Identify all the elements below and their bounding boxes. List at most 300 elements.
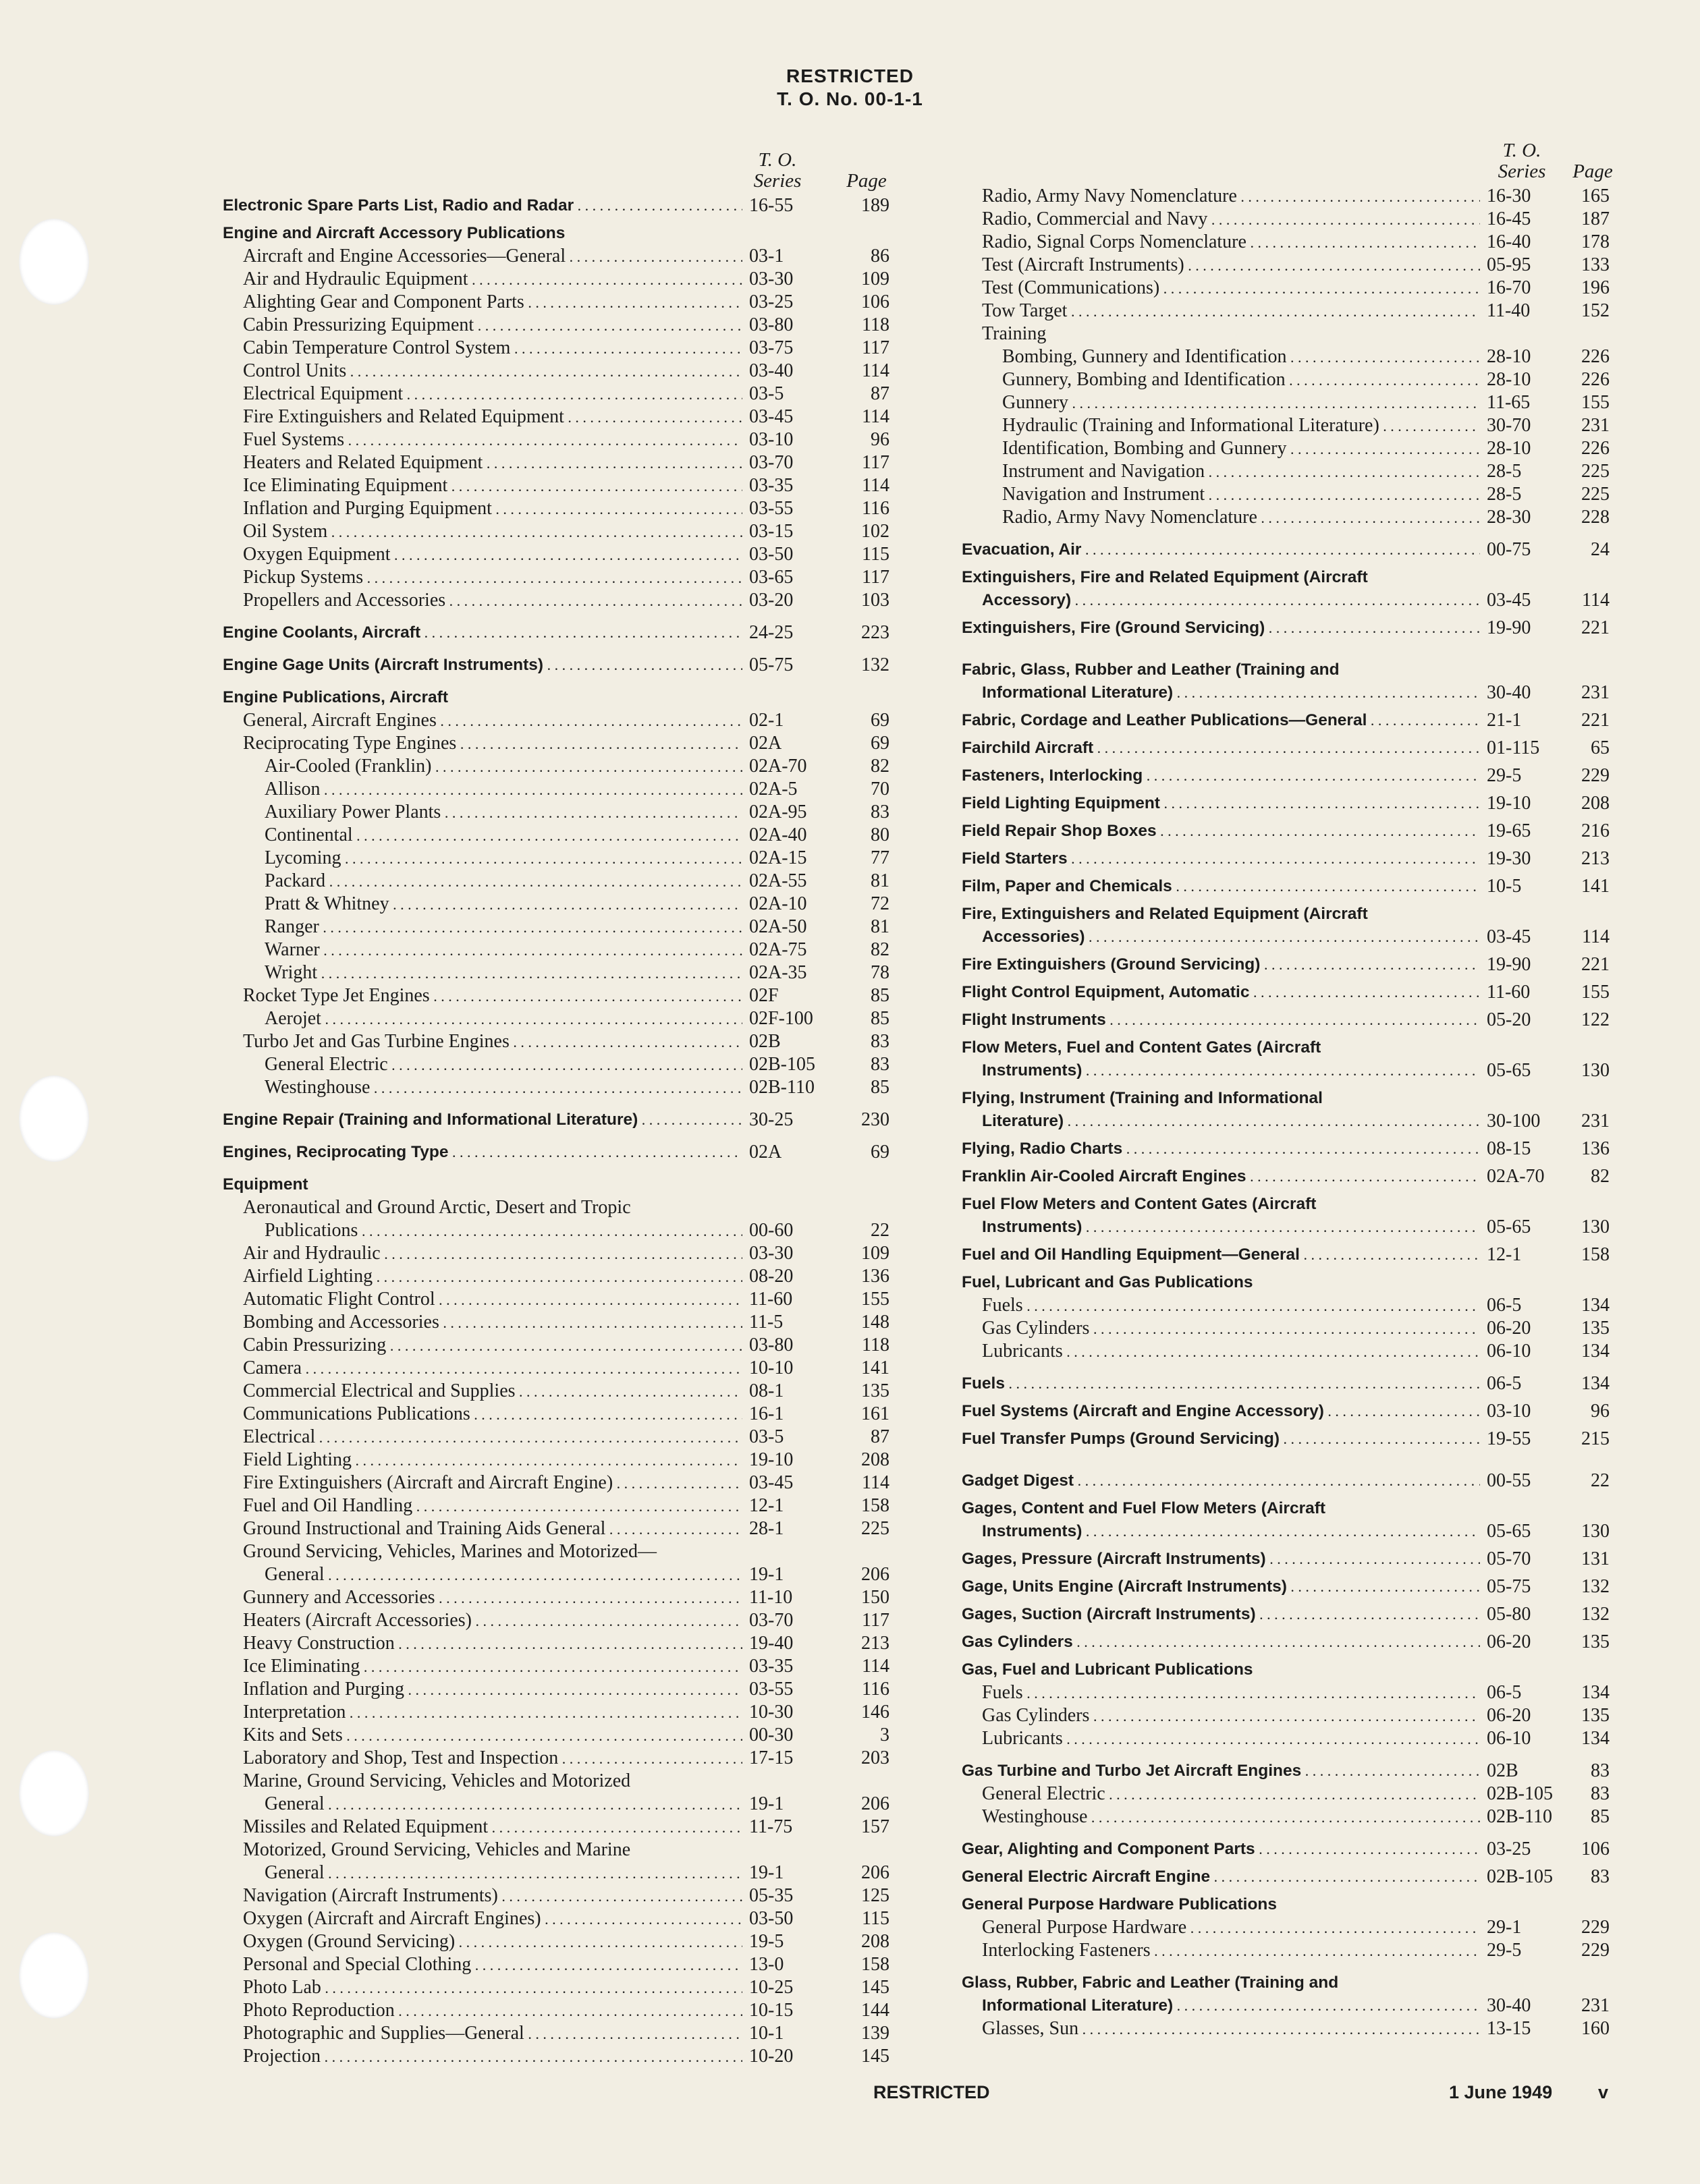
row-spacer bbox=[962, 1032, 1630, 1036]
entry-title: Aerojet . . . bbox=[265, 1007, 742, 1031]
entry-title: Heaters (Aircraft Accessories) . . . bbox=[243, 1609, 742, 1633]
footer-date: 1 June 1949 bbox=[1449, 2082, 1553, 2102]
to-series-number: 03-70 bbox=[749, 1610, 794, 1631]
page-number: 96 bbox=[871, 429, 889, 450]
index-entry bbox=[962, 1893, 1630, 1916]
page-number: 85 bbox=[871, 1077, 889, 1098]
to-series-number: 02B bbox=[749, 1031, 781, 1052]
entry-title: Hydraulic (Training and Informational Literature) . . . bbox=[1002, 414, 1480, 438]
page-number: 70 bbox=[871, 779, 889, 800]
index-entry bbox=[223, 1472, 899, 1494]
entry-title: Radio, Army Navy Nomenclature . . . bbox=[982, 185, 1480, 208]
entry-title: General Electric . . . bbox=[982, 1783, 1480, 1806]
entry-title: Gage, Units Engine (Aircraft Instruments) . . . bbox=[962, 1575, 1480, 1598]
page-number: 215 bbox=[1581, 1428, 1610, 1449]
page-number: 114 bbox=[862, 1656, 889, 1677]
to-series-number: 03-55 bbox=[749, 1679, 794, 1700]
to-series-number: 10-30 bbox=[749, 1702, 794, 1723]
page-number: 231 bbox=[1581, 1111, 1610, 1131]
page-number: 114 bbox=[862, 475, 889, 496]
to-series-number: 02-1 bbox=[749, 710, 784, 731]
to-series-number: 13-15 bbox=[1487, 2018, 1531, 2039]
index-entry bbox=[962, 926, 1630, 949]
index-entry bbox=[223, 543, 899, 566]
to-series-number: 03-70 bbox=[749, 452, 794, 473]
to-series-number: 03-35 bbox=[749, 475, 794, 496]
to-series-number: 02B-105 bbox=[1487, 1783, 1553, 1804]
document-number: T. O. No. 00-1-1 bbox=[777, 88, 923, 109]
to-series-number: 19-5 bbox=[749, 1931, 784, 1952]
page-number: 131 bbox=[1581, 1548, 1610, 1569]
entry-title: Camera . . . bbox=[243, 1357, 742, 1380]
entry-title: Rocket Type Jet Engines . . . bbox=[243, 984, 742, 1008]
page-number: 114 bbox=[862, 406, 889, 427]
entry-title: Cabin Pressurizing Equipment . . . bbox=[243, 314, 742, 337]
index-entry bbox=[962, 414, 1630, 437]
index-entry bbox=[962, 1866, 1630, 1888]
to-series-number: 13-0 bbox=[749, 1954, 784, 1975]
entry-title: Alighting Gear and Component Parts . . . bbox=[243, 291, 742, 314]
to-series-number: 19-30 bbox=[1487, 848, 1531, 869]
index-entry bbox=[223, 1219, 899, 1242]
entry-title: Wright . . . bbox=[265, 961, 742, 985]
index-entry bbox=[223, 1793, 899, 1816]
binder-hole-1 bbox=[19, 219, 89, 305]
row-spacer bbox=[962, 843, 1630, 847]
page-number: 65 bbox=[1591, 737, 1610, 758]
index-entry bbox=[223, 1053, 899, 1076]
index-entry bbox=[962, 231, 1630, 254]
page-number: 229 bbox=[1581, 1917, 1610, 1938]
to-series-number: 03-1 bbox=[749, 246, 784, 267]
to-series-number: 02A-55 bbox=[749, 870, 807, 891]
index-entry bbox=[223, 1724, 899, 1747]
row-spacer bbox=[962, 561, 1630, 566]
series-heading-line2: Series bbox=[1498, 161, 1546, 182]
index-entry bbox=[223, 654, 899, 677]
entry-title: Gages, Content and Fuel Flow Meters (Aircraft bbox=[962, 1499, 1326, 1517]
entry-title: Equipment bbox=[223, 1175, 308, 1194]
entry-title: Gas Turbine and Turbo Jet Aircraft Engines . . . bbox=[962, 1760, 1480, 1783]
entry-title: Communications Publications . . . bbox=[243, 1403, 742, 1426]
page-number: 134 bbox=[1581, 1682, 1610, 1703]
entry-title: Fuel Flow Meters and Content Gates (Aircraft bbox=[962, 1195, 1317, 1213]
entry-title: Photographic and Supplies—General . . . bbox=[243, 2022, 742, 2046]
row-spacer bbox=[962, 732, 1630, 737]
index-entry bbox=[962, 1036, 1630, 1059]
page-number: 203 bbox=[861, 1747, 889, 1768]
page-number: 189 bbox=[861, 195, 889, 216]
page-number: 130 bbox=[1581, 1060, 1610, 1081]
index-entry bbox=[962, 1110, 1630, 1133]
to-series-number: 02A-15 bbox=[749, 847, 807, 868]
index-entry bbox=[223, 1540, 899, 1563]
index-entry bbox=[223, 291, 899, 314]
page-number: 161 bbox=[861, 1403, 889, 1424]
footer-restricted: RESTRICTED bbox=[873, 2082, 990, 2102]
page-number: 135 bbox=[861, 1380, 889, 1401]
to-series-number: 02B-110 bbox=[749, 1077, 815, 1098]
entry-title: Fire Extinguishers (Ground Servicing) . . . bbox=[962, 953, 1480, 976]
to-series-number: 19-90 bbox=[1487, 617, 1531, 638]
entry-title: Cabin Temperature Control System . . . bbox=[243, 337, 742, 360]
page-number: 155 bbox=[1581, 392, 1610, 413]
page-number: 116 bbox=[862, 498, 889, 519]
page-number: 130 bbox=[1581, 1521, 1610, 1542]
page-number: 226 bbox=[1581, 346, 1610, 367]
to-series-number: 12-1 bbox=[749, 1495, 784, 1516]
page-number: 82 bbox=[871, 939, 889, 960]
right-index-column bbox=[962, 140, 1630, 2040]
to-series-number: 03-10 bbox=[1487, 1401, 1531, 1422]
index-entry bbox=[962, 1994, 1630, 2017]
to-series-number: 16-70 bbox=[1487, 277, 1531, 298]
page-number: 78 bbox=[871, 962, 889, 983]
to-series-number: 05-95 bbox=[1487, 254, 1531, 275]
entry-title: Heavy Construction . . . bbox=[243, 1632, 742, 1656]
index-entry bbox=[962, 875, 1630, 898]
to-series-number: 06-10 bbox=[1487, 1341, 1531, 1362]
entry-title: Electrical . . . bbox=[243, 1426, 742, 1449]
index-entry bbox=[962, 1317, 1630, 1340]
index-entry bbox=[223, 405, 899, 428]
index-entry bbox=[962, 681, 1630, 704]
page-number: 106 bbox=[861, 291, 889, 312]
index-entry bbox=[223, 1609, 899, 1632]
to-series-number: 17-15 bbox=[749, 1747, 794, 1768]
index-entry bbox=[223, 1861, 899, 1884]
to-series-number: 03-35 bbox=[749, 1656, 794, 1677]
page-number: 81 bbox=[871, 870, 889, 891]
to-series-number: 06-20 bbox=[1487, 1318, 1531, 1339]
page-number: 196 bbox=[1581, 277, 1610, 298]
to-series-number: 02A-10 bbox=[749, 893, 807, 914]
page-number: 158 bbox=[1581, 1244, 1610, 1265]
index-entry bbox=[962, 1059, 1630, 1082]
binder-hole-3 bbox=[19, 1750, 89, 1837]
index-entry bbox=[962, 1681, 1630, 1704]
page-heading: Page bbox=[1572, 161, 1613, 182]
entry-title: Westinghouse . . . bbox=[265, 1076, 742, 1100]
page-number: 69 bbox=[871, 733, 889, 754]
to-series-number: 10-5 bbox=[1487, 876, 1522, 897]
index-entry bbox=[962, 2017, 1630, 2040]
entry-title: Personal and Special Clothing . . . bbox=[243, 1953, 742, 1977]
row-spacer bbox=[962, 1626, 1630, 1631]
index-entry bbox=[223, 1242, 899, 1265]
entry-title: Fuel and Oil Handling . . . bbox=[243, 1494, 742, 1518]
index-entry bbox=[962, 953, 1630, 976]
page-number: 229 bbox=[1581, 1940, 1610, 1961]
entry-title: Fuel Systems . . . bbox=[243, 428, 742, 452]
footer-page-number: v bbox=[1598, 2082, 1609, 2102]
page-number: 225 bbox=[861, 1518, 889, 1539]
row-spacer bbox=[962, 949, 1630, 953]
index-entry bbox=[223, 1701, 899, 1724]
index-entry bbox=[223, 1999, 899, 2022]
to-series-number: 19-10 bbox=[749, 1449, 794, 1470]
index-entry bbox=[962, 185, 1630, 208]
entry-title: Informational Literature) . . . bbox=[982, 1994, 1480, 2017]
to-series-number: 06-20 bbox=[1487, 1631, 1531, 1652]
entry-title: Radio, Signal Corps Nomenclature . . . bbox=[982, 231, 1480, 254]
entry-title: Motorized, Ground Servicing, Vehicles and Marine bbox=[243, 1839, 631, 1860]
entry-title: Franklin Air-Cooled Aircraft Engines . . . bbox=[962, 1165, 1480, 1188]
index-entry bbox=[223, 916, 899, 939]
page-number: 228 bbox=[1581, 507, 1610, 528]
page-number: 133 bbox=[1581, 254, 1610, 275]
index-entry bbox=[223, 1747, 899, 1770]
row-spacer bbox=[962, 1861, 1630, 1866]
page-number: 114 bbox=[1582, 590, 1610, 611]
index-entry bbox=[962, 1658, 1630, 1681]
index-entry bbox=[223, 1494, 899, 1517]
to-series-number: 19-1 bbox=[749, 1793, 784, 1814]
row-spacer bbox=[962, 1962, 1630, 1971]
index-entry bbox=[223, 1586, 899, 1609]
entry-title: Aeronautical and Ground Arctic, Desert and Tropic bbox=[243, 1197, 631, 1218]
entry-title: Ice Eliminating Equipment . . . bbox=[243, 474, 742, 498]
page-number: 223 bbox=[861, 622, 889, 643]
entry-title: Navigation and Instrument . . . bbox=[1002, 483, 1480, 507]
entry-title: Warner . . . bbox=[265, 939, 742, 962]
entry-title: Flying, Instrument (Training and Informational bbox=[962, 1089, 1323, 1107]
index-entry bbox=[223, 1678, 899, 1701]
entry-title: Turbo Jet and Gas Turbine Engines . . . bbox=[243, 1030, 742, 1054]
page-number: 226 bbox=[1581, 438, 1610, 459]
entry-title: Lycoming . . . bbox=[265, 847, 742, 870]
entry-title: Commercial Electrical and Supplies . . . bbox=[243, 1380, 742, 1403]
to-series-number: 11-5 bbox=[749, 1312, 784, 1333]
entry-title: Fuels . . . bbox=[982, 1681, 1480, 1705]
page-number: 226 bbox=[1581, 369, 1610, 390]
entry-title: General . . . bbox=[265, 1861, 742, 1885]
index-entry bbox=[223, 1655, 899, 1678]
entry-title: Publications . . . bbox=[265, 1219, 742, 1243]
index-entry bbox=[223, 1930, 899, 1953]
page-number: 109 bbox=[861, 269, 889, 289]
page-number: 118 bbox=[862, 1335, 889, 1355]
to-series-number: 03-45 bbox=[1487, 926, 1531, 947]
page-number: 208 bbox=[861, 1449, 889, 1470]
row-spacer bbox=[962, 1492, 1630, 1497]
entry-title: Field Lighting . . . bbox=[243, 1449, 742, 1472]
page-number: 103 bbox=[861, 590, 889, 611]
page-number: 83 bbox=[1591, 1783, 1610, 1804]
entry-title: Fire, Extinguishers and Related Equipment (Aircraft bbox=[962, 905, 1368, 923]
row-spacer bbox=[962, 787, 1630, 792]
page-number: 231 bbox=[1581, 1995, 1610, 2016]
entry-title: Fuels . . . bbox=[982, 1294, 1480, 1318]
series-heading-line1: T. O. bbox=[758, 149, 797, 171]
index-entry bbox=[223, 893, 899, 916]
entry-title: Fairchild Aircraft . . . bbox=[962, 737, 1480, 760]
page-number: 146 bbox=[861, 1702, 889, 1723]
entry-title: Electrical Equipment . . . bbox=[243, 383, 742, 406]
entry-title: Engine Coolants, Aircraft . . . bbox=[223, 621, 742, 644]
to-series-number: 06-10 bbox=[1487, 1728, 1531, 1749]
entry-title: Fasteners, Interlocking . . . bbox=[962, 764, 1480, 787]
to-series-number: 03-65 bbox=[749, 567, 794, 588]
to-series-number: 16-1 bbox=[749, 1403, 784, 1424]
index-entry bbox=[223, 709, 899, 732]
entry-title: Missiles and Related Equipment . . . bbox=[243, 1816, 742, 1839]
binder-hole-4 bbox=[19, 1932, 89, 2019]
index-entry bbox=[223, 360, 899, 383]
index-entry bbox=[223, 1976, 899, 1999]
page-number: 83 bbox=[1591, 1866, 1610, 1887]
to-series-number: 19-1 bbox=[749, 1862, 784, 1883]
index-entry bbox=[223, 1517, 899, 1540]
entry-title: Glass, Rubber, Fabric and Leather (Training and bbox=[962, 1973, 1339, 1992]
index-entry bbox=[962, 1294, 1630, 1317]
entry-title: Extinguishers, Fire and Related Equipment (Aircraft bbox=[962, 568, 1368, 586]
to-series-number: 03-80 bbox=[749, 1335, 794, 1355]
entry-title: General Electric Aircraft Engine . . . bbox=[962, 1866, 1480, 1888]
index-entry bbox=[223, 245, 899, 268]
index-entry bbox=[223, 383, 899, 405]
entry-title: Navigation (Aircraft Instruments) . . . bbox=[243, 1884, 742, 1908]
page-number: 139 bbox=[861, 2023, 889, 2044]
page-number: 231 bbox=[1581, 415, 1610, 436]
to-series-number: 03-45 bbox=[749, 406, 794, 427]
index-entry bbox=[962, 1916, 1630, 1939]
index-entry bbox=[223, 870, 899, 893]
page-number: 83 bbox=[871, 1054, 889, 1075]
index-entry bbox=[223, 1953, 899, 1976]
row-spacer bbox=[223, 217, 899, 222]
entry-title: Instruments) . . . bbox=[982, 1520, 1480, 1543]
to-series-number: 11-10 bbox=[749, 1587, 793, 1608]
entry-title: Photo Reproduction . . . bbox=[243, 1999, 742, 2023]
entry-title: Fabric, Glass, Rubber and Leather (Training and bbox=[962, 661, 1340, 679]
to-series-number: 03-25 bbox=[749, 291, 794, 312]
page-number: 135 bbox=[1581, 1705, 1610, 1726]
page-number: 22 bbox=[1591, 1470, 1610, 1491]
index-entry bbox=[223, 939, 899, 961]
row-spacer bbox=[962, 760, 1630, 764]
index-entry bbox=[223, 497, 899, 520]
row-spacer bbox=[223, 1164, 899, 1173]
row-spacer bbox=[962, 1451, 1630, 1469]
to-series-number: 02A-35 bbox=[749, 962, 807, 983]
index-entry bbox=[223, 1632, 899, 1655]
to-series-number: 06-5 bbox=[1487, 1295, 1522, 1316]
entry-title: Field Starters . . . bbox=[962, 847, 1480, 870]
index-entry bbox=[223, 2045, 899, 2068]
row-spacer bbox=[962, 1423, 1630, 1428]
to-series-number: 03-25 bbox=[1487, 1839, 1531, 1859]
to-series-number: 11-60 bbox=[1487, 982, 1531, 1003]
entry-title: Inflation and Purging . . . bbox=[243, 1678, 742, 1702]
page-number: 102 bbox=[861, 521, 889, 542]
index-entry bbox=[223, 1141, 899, 1164]
restricted-label: RESTRICTED bbox=[786, 65, 914, 86]
row-spacer bbox=[223, 1099, 899, 1109]
right-entries bbox=[962, 185, 1630, 2040]
index-entry bbox=[962, 737, 1630, 760]
index-entry bbox=[223, 1311, 899, 1334]
page-number: 85 bbox=[871, 1008, 889, 1029]
index-entry bbox=[223, 428, 899, 451]
page-number: 208 bbox=[861, 1931, 889, 1952]
entry-title: Field Lighting Equipment . . . bbox=[962, 792, 1480, 815]
entry-title: Airfield Lighting . . . bbox=[243, 1265, 742, 1289]
entry-title: Identification, Bombing and Gunnery . . . bbox=[1002, 437, 1480, 461]
row-spacer bbox=[962, 1654, 1630, 1658]
entry-title: Bombing and Accessories . . . bbox=[243, 1311, 742, 1335]
to-series-number: 19-1 bbox=[749, 1564, 784, 1585]
row-spacer bbox=[962, 640, 1630, 659]
entry-title: General Purpose Hardware . . . bbox=[982, 1916, 1480, 1940]
index-entry bbox=[962, 1243, 1630, 1266]
entry-title: Gas Cylinders . . . bbox=[962, 1631, 1480, 1654]
entry-title: General . . . bbox=[265, 1793, 742, 1816]
to-series-number: 29-5 bbox=[1487, 1940, 1522, 1961]
index-entry bbox=[962, 506, 1630, 529]
entry-title: Glasses, Sun . . . bbox=[982, 2017, 1480, 2041]
entry-title: Radio, Army Navy Nomenclature . . . bbox=[1002, 506, 1480, 530]
entry-title: Interlocking Fasteners . . . bbox=[982, 1939, 1480, 1963]
entry-title: Ground Servicing, Vehicles, Marines and Motorized— bbox=[243, 1541, 657, 1562]
page-number: 77 bbox=[871, 847, 889, 868]
index-entry bbox=[962, 1704, 1630, 1727]
entry-title: Accessory) . . . bbox=[982, 589, 1480, 612]
page-number: 117 bbox=[862, 337, 889, 358]
entry-title: Interpretation . . . bbox=[243, 1701, 742, 1725]
index-entry bbox=[223, 1288, 899, 1311]
to-series-number: 19-55 bbox=[1487, 1428, 1531, 1449]
right-column-headings bbox=[962, 140, 1630, 185]
entry-title: Lubricants . . . bbox=[982, 1340, 1480, 1364]
entry-title: Inflation and Purging Equipment . . . bbox=[243, 497, 742, 521]
entry-title: Auxiliary Power Plants . . . bbox=[265, 801, 742, 824]
page-number: 114 bbox=[1582, 926, 1610, 947]
index-entry bbox=[962, 300, 1630, 323]
page-number: 208 bbox=[1581, 793, 1610, 814]
series-heading-line2: Series bbox=[753, 170, 802, 192]
to-series-number: 03-80 bbox=[749, 314, 794, 335]
index-entry bbox=[962, 792, 1630, 815]
index-entry bbox=[962, 1520, 1630, 1543]
to-series-number: 19-65 bbox=[1487, 820, 1531, 841]
page-number: 82 bbox=[1591, 1166, 1610, 1187]
page-number: 116 bbox=[862, 1679, 889, 1700]
index-entry bbox=[962, 1138, 1630, 1160]
to-series-number: 02B-105 bbox=[1487, 1866, 1553, 1887]
index-entry bbox=[962, 323, 1630, 345]
page-number: 22 bbox=[871, 1220, 889, 1241]
page-number: 83 bbox=[1591, 1760, 1610, 1781]
to-series-number: 30-70 bbox=[1487, 415, 1531, 436]
entry-title: Kits and Sets . . . bbox=[243, 1724, 742, 1747]
entry-title: Extinguishers, Fire (Ground Servicing) . . . bbox=[962, 617, 1480, 640]
entry-title: Gear, Alighting and Component Parts . . . bbox=[962, 1838, 1480, 1861]
page-number: 135 bbox=[1581, 1318, 1610, 1339]
page-number: 136 bbox=[861, 1266, 889, 1287]
page-number: 145 bbox=[861, 1977, 889, 1998]
row-spacer bbox=[962, 1598, 1630, 1603]
entry-title: Field Repair Shop Boxes . . . bbox=[962, 820, 1480, 843]
page-number: 231 bbox=[1581, 682, 1610, 703]
entry-title: Informational Literature) . . . bbox=[982, 681, 1480, 704]
left-index-column bbox=[223, 150, 899, 2068]
index-entry bbox=[223, 1357, 899, 1380]
entry-title: Air and Hydraulic Equipment . . . bbox=[243, 268, 742, 291]
to-series-number: 02A-75 bbox=[749, 939, 807, 960]
row-spacer bbox=[962, 870, 1630, 875]
row-spacer bbox=[962, 1750, 1630, 1760]
